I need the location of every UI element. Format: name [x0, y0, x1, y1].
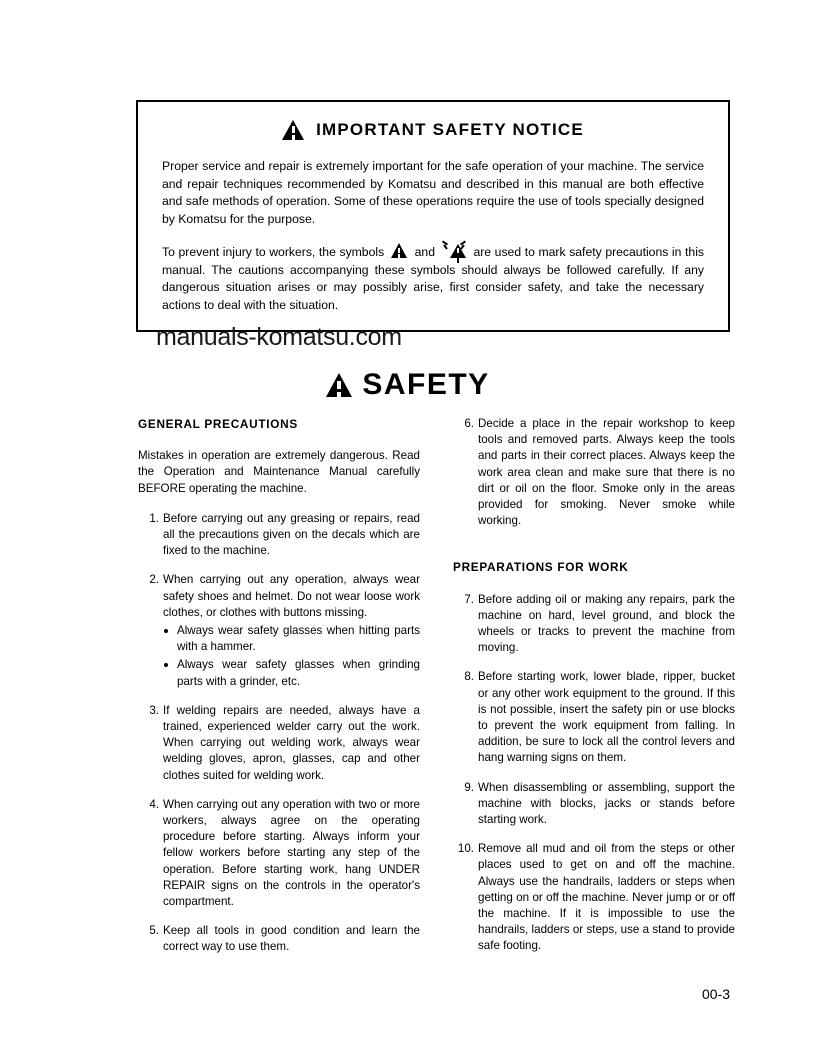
section-title-preparations-for-work: PREPARATIONS FOR WORK [453, 560, 629, 575]
list-item [453, 669, 735, 766]
notice-title: IMPORTANT SAFETY NOTICE [316, 120, 584, 139]
list-item-number: 9. [464, 780, 474, 794]
list-item-number: 10. [457, 842, 474, 856]
warning-triangle-icon [391, 243, 407, 258]
section-title-general-precautions: GENERAL PRECAUTIONS [138, 417, 298, 431]
warning-triangle-rays-icon [442, 242, 466, 260]
list-item-text: Before adding oil or making any repairs, park the machine on hard, level ground, and block the wheels or tracks to prevent the machine from moving. [478, 592, 735, 655]
watermark: manuals-komatsu.com [156, 323, 402, 351]
sub-list [163, 623, 420, 690]
general-precautions-intro: Mistakes in operation are extremely dangerous. Read the Operation and Maintenance Manual carefully BEFORE operating the machine. [138, 449, 420, 495]
notice-paragraph-1: Proper service and repair is extremely important for the safe operation of your machine. The service and repair techniques recommended by Komatsu and described in this manual are both effective and safe methods of operation. Some of these operations require the use of tools specially designed by Komatsu for the purpose. [162, 159, 704, 226]
list-item [138, 923, 420, 955]
list-item-text: When carrying out any operation with two or more workers, always agree on the operating procedure before starting. Always inform your fellow workers before starting any step of the operation. Before starting work, hang UNDER REPAIR signs on the controls in the operator's compartment. [163, 797, 420, 909]
list-item-number: 6. [464, 417, 474, 430]
list-item-number: 8. [464, 670, 474, 684]
list-item-number: 4. [149, 797, 159, 811]
list-item-number: 7. [464, 592, 474, 606]
important-safety-notice-box [136, 100, 730, 332]
general-precautions-list-continued [453, 416, 735, 529]
list-item-text: If welding repairs are needed, always have a trained, experienced welder carry out the work. When carrying out welding work, always wear welding gloves, apron, glasses, cap and other clothes suited for welding work. [163, 703, 420, 782]
list-item [453, 841, 735, 954]
right-column [453, 416, 735, 968]
list-item [138, 511, 420, 560]
notice-body [162, 158, 704, 314]
list-item [138, 703, 420, 784]
notice-paragraph-2 [162, 242, 704, 314]
notice-paragraph-2-part-3: are used to mark safety precautions in this manual. The cautions accompanying these symbols should always be followed carefully. If any dangerous situation arises or may possibly arise, first consider safety, and take the necessary actions to deal with the situation. [162, 245, 704, 312]
general-precautions-list [138, 511, 420, 956]
notice-paragraph-2-part-2: and [414, 245, 435, 259]
warning-triangle-icon [326, 373, 352, 397]
list-item [453, 416, 735, 529]
list-item-number: 5. [149, 924, 159, 938]
list-item-number: 3. [149, 703, 159, 717]
list-item-text: Decide a place in the repair workshop to keep tools and removed parts. Always keep the tools and parts in their correct places. Always keep the work area clean and make sure that there is no dirt or oil on the floor. Smoke only in the areas provided for smoking. Never smoke while working. [478, 417, 735, 528]
sub-list-item: Always wear safety glasses when hitting parts with a hammer. [163, 623, 420, 655]
sub-list-item: Always wear safety glasses when grinding parts with a grinder, etc. [163, 657, 420, 689]
list-item-text: When carrying out any operation, always wear safety shoes and helmet. Do not wear loose work clothes, or clothes with buttons missing. [163, 573, 420, 619]
list-item-text: Remove all mud and oil from the steps or other places used to get on and off the machine. Always use the handrails, ladders or steps when getting on or off the machine. Never jump or or off the machine. If it is impossible to use the handrails, ladders or steps, use a stand to provide safe footing. [478, 842, 735, 953]
list-item [453, 592, 735, 657]
list-item [138, 797, 420, 910]
left-column [138, 416, 420, 969]
list-item [138, 572, 420, 689]
safety-heading-label: SAFETY [362, 368, 490, 401]
notice-title-row [138, 120, 728, 140]
preparations-for-work-list [453, 592, 735, 955]
list-item-number: 2. [149, 573, 159, 587]
list-item-text: When disassembling or assembling, support the machine with blocks, jacks or stands before starting work. [478, 780, 735, 827]
list-item [453, 780, 735, 829]
notice-paragraph-2-part-1: To prevent injury to workers, the symbols [162, 245, 385, 259]
page-number: 00-3 [701, 986, 730, 1002]
list-item-text: Keep all tools in good condition and learn the correct way to use them. [163, 924, 420, 954]
safety-heading [0, 368, 816, 402]
warning-triangle-icon [282, 120, 304, 140]
list-item-text: Before carrying out any greasing or repairs, read all the precautions given on the decals which are fixed to the machine. [163, 511, 420, 558]
list-item-text: Before starting work, lower blade, ripper, bucket or any other work equipment to the ground. If this is not possible, insert the safety pin or use blocks to prevent the work equipment from falling. In addition, be sure to lock all the control levers and hang warning signs on them. [478, 670, 735, 765]
list-item-number: 1. [149, 511, 159, 525]
